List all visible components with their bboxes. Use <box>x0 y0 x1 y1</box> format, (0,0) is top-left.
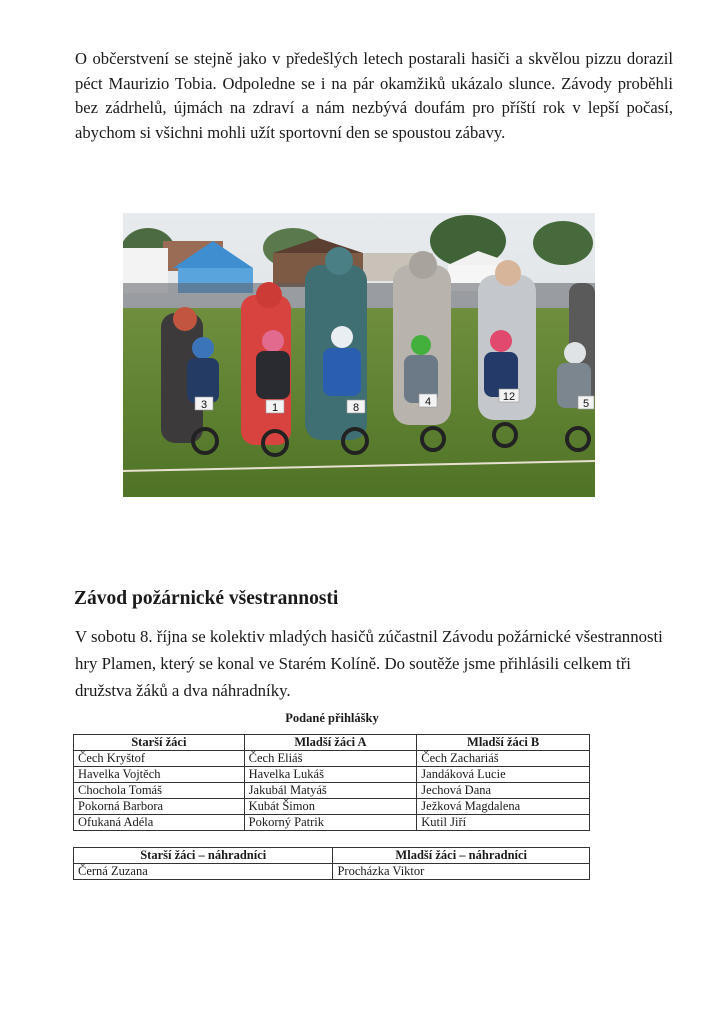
race-photo-illustration <box>123 213 595 497</box>
table-cell: Havelka Vojtěch <box>74 767 245 783</box>
table-header-row <box>74 848 590 864</box>
table-cell: Ofukaná Adéla <box>74 815 245 831</box>
table-cell: Čech Eliáš <box>244 751 417 767</box>
bib-number: 8 <box>352 402 360 414</box>
column-header: Starší žáci <box>74 735 245 751</box>
bib-number: 3 <box>200 399 208 411</box>
column-header: Mladší žáci B <box>417 735 590 751</box>
column-header: Starší žáci – náhradníci <box>74 848 333 864</box>
table-cell: Jakubál Matyáš <box>244 783 417 799</box>
table-cell: Ježková Magdalena <box>417 799 590 815</box>
column-header: Mladší žáci A <box>244 735 417 751</box>
table-row <box>74 751 590 767</box>
table-row <box>74 799 590 815</box>
bib-number: 12 <box>502 391 516 403</box>
table-cell: Kutil Jiří <box>417 815 590 831</box>
table-row <box>74 864 590 880</box>
table-cell: Černá Zuzana <box>74 864 333 880</box>
table-cell: Čech Kryštof <box>74 751 245 767</box>
section-heading: Závod požárnické všestrannosti <box>74 588 339 609</box>
intro-paragraph: O občerstvení se stejně jako v předešlých letech postarali hasiči a skvělou pizzu dorazil péct Maurizio Tobia. Odpoledne se i na pár okamžiků ukázalo slunce. Závody proběhli bez zádrhelů, újmách na zdraví a nám nezbývá doufám pro příští rok v lepší počasí, abychom si všichni mohli užít sportovní den se spoustou zábavy. <box>75 49 673 142</box>
table-row <box>74 767 590 783</box>
table-cell: Procházka Viktor <box>333 864 590 880</box>
table-row <box>74 815 590 831</box>
table-cell: Kubát Šimon <box>244 799 417 815</box>
table-caption: Podané přihlášky <box>285 711 379 725</box>
table-cell: Jechová Dana <box>417 783 590 799</box>
table-header-row <box>74 735 590 751</box>
table-cell: Pokorný Patrik <box>244 815 417 831</box>
table-cell: Jandáková Lucie <box>417 767 590 783</box>
table-cell: Havelka Lukáš <box>244 767 417 783</box>
section-paragraph: V sobotu 8. října se kolektiv mladých hasičů zúčastnil Závodu požárnické všestrannosti hry Plamen, který se konal ve Starém Kolíně. Do soutěže jsme přihlásili celkem tři družstva žáků a dva náhradníky. <box>75 627 663 700</box>
bib-number: 4 <box>424 396 432 408</box>
bib-number: 1 <box>271 402 279 414</box>
table-cell: Chochola Tomáš <box>74 783 245 799</box>
table-row <box>74 783 590 799</box>
registrations-table <box>73 734 590 831</box>
race-photo <box>123 213 595 497</box>
table-cell: Čech Zachariáš <box>417 751 590 767</box>
bib-number: 5 <box>582 398 590 410</box>
column-header: Mladší žáci – náhradníci <box>333 848 590 864</box>
substitutes-table <box>73 847 590 880</box>
table-cell: Pokorná Barbora <box>74 799 245 815</box>
